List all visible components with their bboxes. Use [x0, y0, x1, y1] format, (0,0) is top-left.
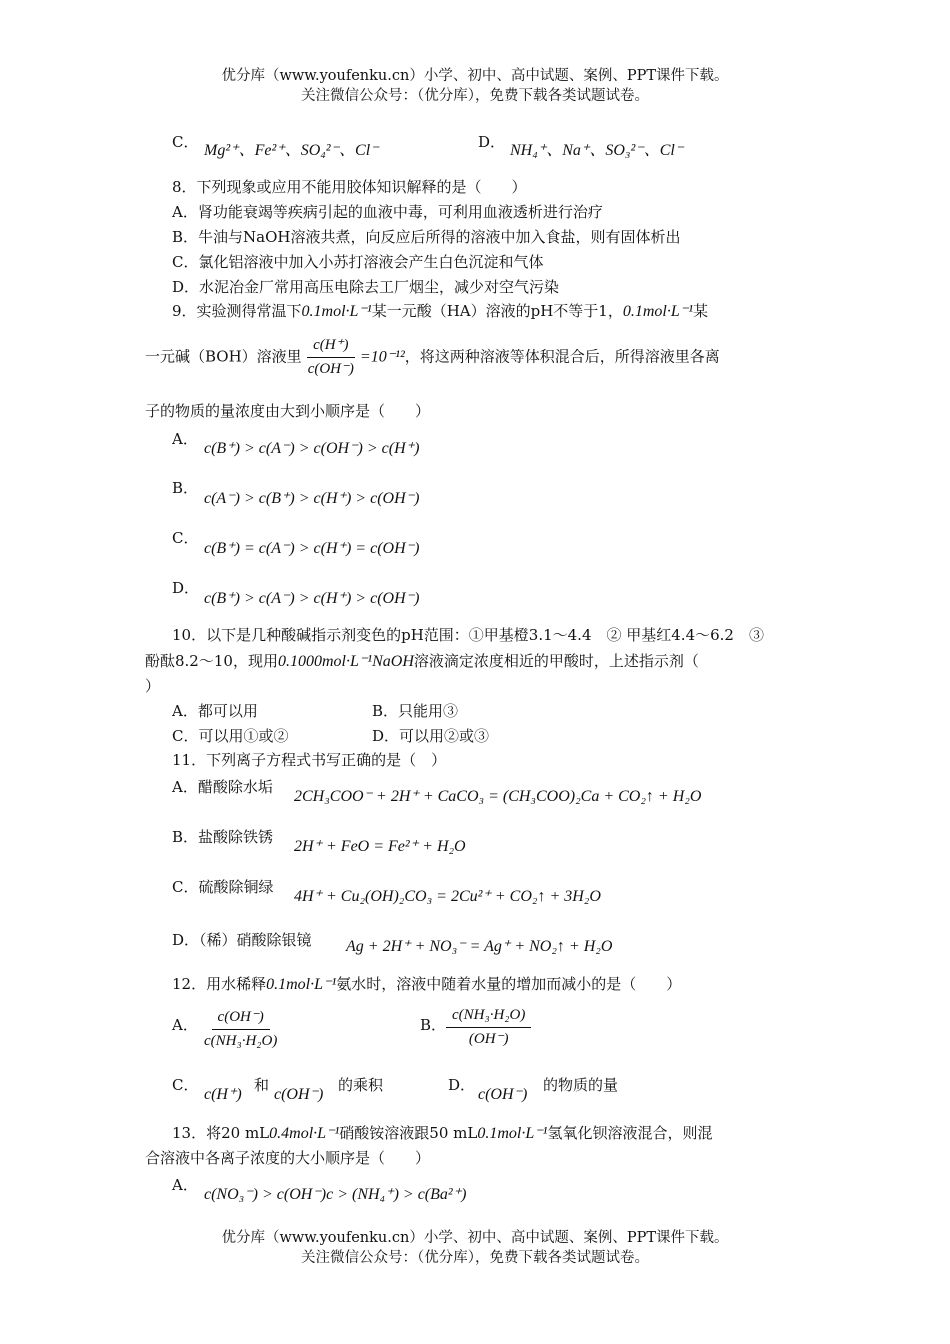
q9-option-b-label: B． [172, 479, 199, 497]
q13-stem-line-1 [172, 1122, 712, 1145]
q10-stem-line-2 [145, 650, 699, 673]
q10-option-c: C．可以用①或② [172, 727, 289, 745]
q11-option-d-text: D．（稀）硝酸除银镜 [172, 931, 312, 949]
page-header [0, 66, 950, 106]
q11-option-c-text: C．硫酸除铜绿 [172, 878, 274, 896]
q11-option-d-equation: Ag + 2H⁺ + NO₃⁻ = Ag⁺ + NO₂↑ + H₂O [346, 938, 613, 955]
q8-option-b: B．牛油与NaOH溶液共煮，向反应后所得的溶液中加入食盐，则有固体析出 [172, 228, 681, 246]
q13-stem-line-2: 合溶液中各离子浓度的大小顺序是（ ） [145, 1149, 431, 1167]
q10-option-a: A．都可以用 [172, 702, 258, 720]
q9-stem-part-6: 子的物质的量浓度由大到小顺序是（ ） [145, 402, 431, 420]
q12-option-b-numerator: c(NH₃·H₂O) [446, 1006, 531, 1028]
footer-line-1: 优分库（www.youfenku.cn）小学、初中、高中试题、案例、PPT课件下载。 [221, 1230, 729, 1246]
q13-conc-1: 0.4mol·L⁻¹ [269, 1125, 340, 1142]
q12-option-c-term-1: c(H⁺) [204, 1086, 242, 1103]
q12-option-b-denominator: (OH⁻) [468, 1031, 509, 1047]
q12-option-a-label: A． [172, 1016, 198, 1034]
q8-option-a: A．肾功能衰竭等疾病引起的血液中毒，可利用血液透析进行治疗 [172, 203, 603, 221]
q11-option-c-equation: 4H⁺ + Cu₂(OH)₂CO₃ = 2Cu²⁺ + CO₂↑ + 3H₂O [294, 888, 601, 905]
q9-option-b: c(A⁻) > c(B⁺) > c(H⁺) > c(OH⁻) [204, 490, 420, 507]
q12-option-d-label: D． [448, 1076, 476, 1094]
q13-option-a: c(NO₃⁻) > c(OH⁻)c > (NH₄⁺) > c(Ba²⁺) [204, 1186, 467, 1203]
q10-stem-line-3: ） [145, 677, 161, 695]
q9-stem-part-2: 某一元酸（HA）溶液的pH不等于1， [371, 302, 623, 320]
q9-stem-part-1: 9．实验测得常温下 [172, 302, 302, 320]
q9-stem-line-2 [145, 336, 720, 379]
q12-stem [172, 973, 681, 996]
q12-option-c-term-2: c(OH⁻) [274, 1086, 324, 1103]
q9-stem-part-5: ，将这两种溶液等体积混合后，所得溶液里各离 [404, 347, 720, 366]
q10-option-b: B．只能用③ [372, 702, 459, 720]
q9-conc-1: 0.1mol·L⁻¹ [301, 303, 372, 320]
q12-option-b-fraction [446, 1006, 531, 1049]
page-footer [0, 1228, 950, 1268]
q13-stem-part-3: 氢氧化钡溶液混合，则混 [547, 1124, 713, 1142]
q12-option-d-term: c(OH⁻) [478, 1086, 528, 1103]
q10-stem-part-2: 溶液滴定浓度相近的甲酸时，上述指示剂（ [413, 652, 699, 670]
q9-conc-2: 0.1mol·L⁻¹ [622, 303, 693, 320]
q12-option-c-and: 和 [254, 1076, 270, 1094]
q12-option-d-tail: 的物质的量 [543, 1076, 619, 1094]
q9-ratio-value: =10⁻¹² [359, 348, 405, 366]
q7-option-c-ions: Mg²⁺、Fe²⁺、SO₄²⁻、Cl⁻ [204, 142, 379, 159]
q12-conc: 0.1mol·L⁻¹ [266, 976, 337, 993]
q9-ratio-denominator: c(OH⁻) [307, 361, 354, 377]
q7-option-d-label: D． [478, 133, 506, 151]
q11-option-b-text: B．盐酸除铁锈 [172, 828, 274, 846]
q12-option-b [446, 1006, 531, 1049]
q9-ratio-numerator: c(H⁺) [307, 336, 354, 358]
q13-stem-part-1: 13．将20 mL [172, 1124, 270, 1142]
q11-option-a-text: A．醋酸除水垢 [172, 778, 273, 796]
q9-option-a-label: A． [172, 430, 198, 448]
q9-option-c-label: C． [172, 529, 199, 547]
q10-option-d: D．可以用②或③ [372, 727, 490, 745]
q11-stem: 11．下列离子方程式书写正确的是（ ） [172, 751, 447, 769]
q12-stem-part-1: 12．用水稀释 [172, 975, 267, 993]
footer-line-2: 关注微信公众号：（优分库），免费下载各类试题试卷。 [301, 1250, 649, 1266]
q9-option-d: c(B⁺) > c(A⁻) > c(H⁺) > c(OH⁻) [204, 590, 420, 607]
q7-option-d-ions: NH₄⁺、Na⁺、SO₃²⁻、Cl⁻ [510, 142, 684, 159]
q9-option-c: c(B⁺) = c(A⁻) > c(H⁺) = c(OH⁻) [204, 540, 420, 557]
q9-option-a: c(B⁺) > c(A⁻) > c(OH⁻) > c(H⁺) [204, 440, 420, 457]
q13-stem-part-2: 硝酸铵溶液跟50 mL [339, 1124, 478, 1142]
q11-option-b-equation: 2H⁺ + FeO = Fe²⁺ + H₂O [294, 838, 466, 855]
q12-option-c-tail: 的乘积 [338, 1076, 384, 1094]
q10-stem-part-1: 酚酞8.2～10，现用 [145, 652, 278, 670]
q12-option-b-label: B． [420, 1016, 447, 1034]
q13-conc-2: 0.1mol·L⁻¹ [477, 1125, 548, 1142]
q12-option-a-fraction [198, 1008, 283, 1051]
q8-option-d: D．水泥冶金厂常用高压电除去工厂烟尘，减少对空气污染 [172, 278, 560, 296]
q9-option-d-label: D． [172, 579, 200, 597]
q7-option-c-label: C． [172, 133, 199, 151]
q10-naoh-conc: 0.1000mol·L⁻¹NaOH [277, 653, 414, 670]
q8-option-c: C．氯化铝溶液中加入小苏打溶液会产生白色沉淀和气体 [172, 253, 544, 271]
q10-stem-line-1: 10．以下是几种酸碱指示剂变色的pH范围：①甲基橙3.1～4.4 ② 甲基红4.4～6.2 ③ [172, 626, 764, 644]
q9-ratio-fraction [302, 336, 360, 379]
q12-option-a-numerator: c(OH⁻) [212, 1008, 270, 1030]
q9-stem-line-1 [172, 300, 708, 323]
header-line-1: 优分库（www.youfenku.cn）小学、初中、高中试题、案例、PPT课件下载。 [221, 68, 729, 84]
q12-option-a-denominator: c(NH₃·H₂O) [204, 1033, 278, 1049]
q12-stem-part-2: 氨水时，溶液中随着水量的增加而减小的是（ ） [336, 975, 682, 993]
q11-option-a-equation: 2CH₃COO⁻ + 2H⁺ + CaCO₃ = (CH₃COO)₂Ca + CO₂↑ + H₂O [294, 788, 702, 805]
q13-option-a-label: A． [172, 1176, 198, 1194]
q9-stem-part-3: 某 [692, 302, 708, 320]
q9-stem-part-4: 一元碱（BOH）溶液里 [145, 347, 302, 366]
q12-option-c-label: C． [172, 1076, 199, 1094]
q12-option-a [198, 1008, 283, 1051]
q8-stem: 8．下列现象或应用不能用胶体知识解释的是（ ） [172, 178, 527, 196]
header-line-2: 关注微信公众号：（优分库），免费下载各类试题试卷。 [301, 88, 649, 104]
